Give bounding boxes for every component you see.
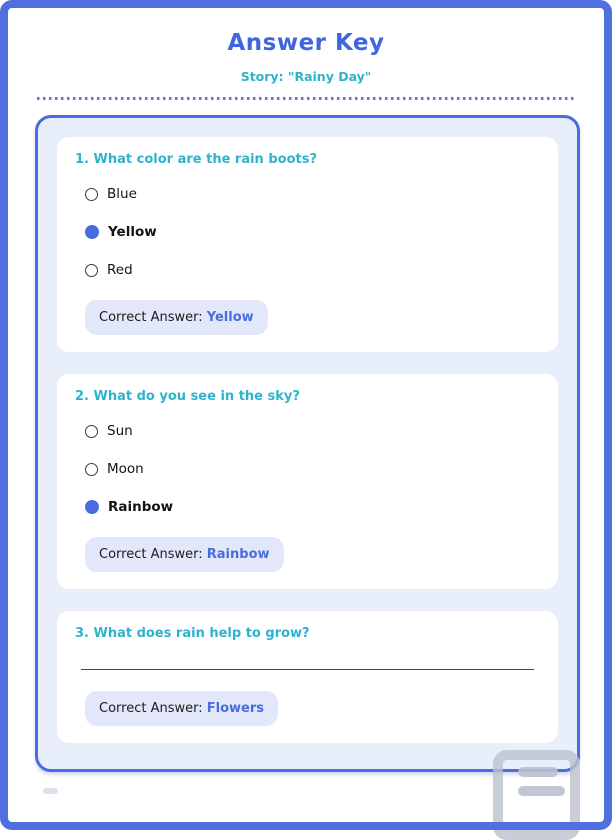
option-label: Red — [107, 262, 133, 278]
question-1-option-blue[interactable] — [85, 186, 540, 202]
question-card-3 — [57, 611, 558, 743]
page-title: Answer Key — [227, 30, 385, 56]
radio-button-icon[interactable] — [85, 188, 98, 201]
radio-button-icon[interactable] — [85, 264, 98, 277]
option-label: Blue — [107, 186, 137, 202]
window-watermark-icon — [493, 750, 580, 840]
question-2-option-moon[interactable] — [85, 461, 540, 477]
question-card-2 — [57, 374, 558, 589]
radio-button-icon[interactable] — [85, 463, 98, 476]
radio-button-icon[interactable] — [85, 500, 99, 514]
question-3-title: 3. What does rain help to grow? — [75, 626, 310, 641]
correct-answer-badge-3 — [85, 691, 278, 726]
question-1-title: 1. What color are the rain boots? — [75, 152, 317, 167]
question-2-option-rainbow[interactable] — [85, 499, 540, 515]
correct-answer-value: Flowers — [206, 701, 265, 716]
correct-answer-label: Correct Answer: — [99, 547, 203, 562]
watermark-bar — [518, 767, 558, 777]
page-subtitle: Story: "Rainy Day" — [240, 69, 372, 84]
correct-answer-badge-2 — [85, 537, 284, 572]
option-label: Moon — [107, 461, 144, 477]
radio-button-icon[interactable] — [85, 425, 98, 438]
option-label: Rainbow — [108, 499, 174, 515]
correct-answer-label: Correct Answer: — [99, 310, 203, 325]
correct-answer-value: Yellow — [206, 310, 254, 325]
option-label: Yellow — [108, 224, 157, 240]
correct-answer-value: Rainbow — [206, 547, 270, 562]
page-header — [0, 0, 612, 84]
correct-answer-label: Correct Answer: — [99, 701, 203, 716]
answer-key-container — [35, 115, 580, 772]
question-card-1 — [57, 137, 558, 352]
question-1-option-red[interactable] — [85, 262, 540, 278]
question-2-option-sun[interactable] — [85, 423, 540, 439]
watermark-bar — [518, 786, 565, 796]
question-1-option-yellow[interactable] — [85, 224, 540, 240]
question-2-title: 2. What do you see in the sky? — [75, 389, 300, 404]
option-label: Sun — [107, 423, 133, 439]
radio-button-icon[interactable] — [85, 225, 99, 239]
dotted-divider — [37, 97, 576, 100]
clipped-footer-mark — [43, 788, 58, 794]
correct-answer-badge-1 — [85, 300, 268, 335]
